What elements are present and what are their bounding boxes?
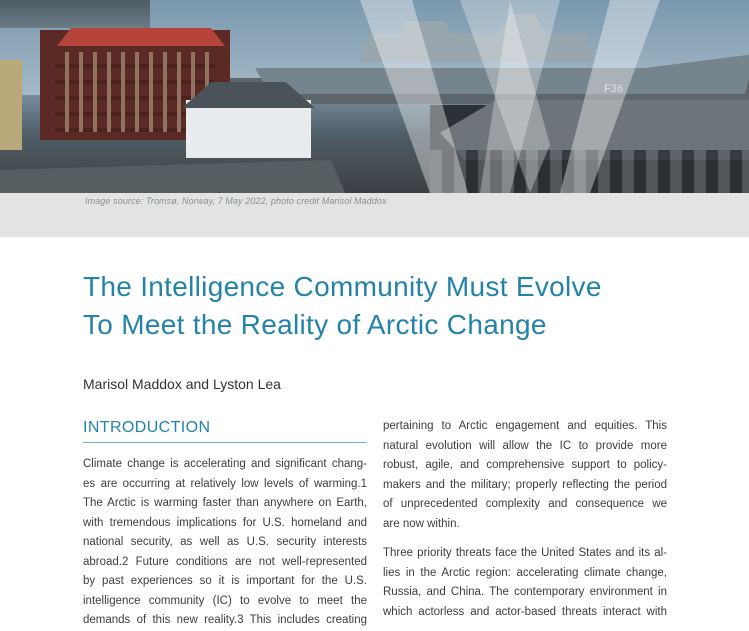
article-authors: Marisol Maddox and Lyston Lea xyxy=(83,376,281,392)
paragraph xyxy=(383,544,667,622)
text-line: Three priority threats face the United States and its al- xyxy=(383,547,667,559)
text-line: which actorless and actor-based threats interact with xyxy=(383,605,667,618)
text-line: Russia, and China. The contemporary environment in xyxy=(383,586,667,598)
hero-photo xyxy=(0,0,749,193)
text-line: national security, as well as U.S. security interests xyxy=(83,536,367,548)
text-line: pertaining to Arctic engagement and equities. This xyxy=(383,420,667,432)
text-line: Climate change is accelerating and significant chang- xyxy=(83,458,367,470)
text-line: lies in the Arctic region: accelerating climate change, xyxy=(383,566,667,579)
section-heading-introduction: INTRODUCTION xyxy=(83,419,211,436)
right-column-text xyxy=(383,417,667,622)
article-title-line: The Intelligence Community Must Evolve xyxy=(83,271,602,302)
image-caption: Image source: Tromsø, Norway, 7 May 2022, photo credit Marisol Maddox xyxy=(85,196,387,206)
text-line: makers and the military; properly reflecting the period xyxy=(383,478,667,491)
paragraph xyxy=(383,417,667,534)
w-logo-overlay xyxy=(360,0,720,193)
text-line: demands of this new reality.3 This includes creating xyxy=(83,614,367,626)
section-divider xyxy=(83,442,367,443)
text-line: intelligence community (IC) to evolve to meet the xyxy=(83,594,367,607)
text-line: abroad.2 Future conditions are not well-represented xyxy=(83,555,367,568)
text-line: of unprecedented complexity and consequence we xyxy=(383,498,667,510)
text-line: with tremendous implications for U.S. homeland and xyxy=(83,516,367,529)
text-line: es are occurring at relatively low levels of warming.1 xyxy=(83,477,367,490)
text-line: The Arctic is warming faster than anywhere on Earth, xyxy=(83,497,367,509)
article-title-line: To Meet the Reality of Arctic Change xyxy=(83,309,547,340)
text-line: are now within. xyxy=(383,517,460,530)
left-column-text xyxy=(83,455,367,631)
red-roof xyxy=(50,28,225,46)
text-line: natural evolution will allow the IC to provide more xyxy=(383,439,667,452)
article-title xyxy=(83,268,723,344)
text-line: robust, agile, and comprehensive support to policy- xyxy=(383,459,667,471)
white-house xyxy=(186,100,311,158)
text-line: by past experiences so it is important for the U.S. xyxy=(83,575,367,587)
